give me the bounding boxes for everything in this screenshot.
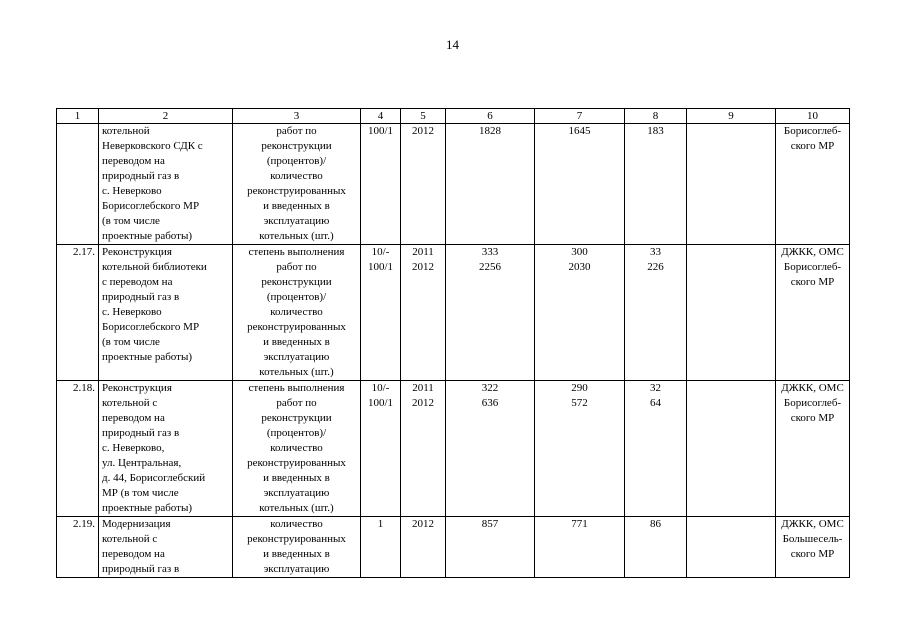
program-table <box>56 108 850 578</box>
indicator: степень выполнения работ по реконструкции (процентов)/ количество реконструированных и введенных в эксплуатацию котельных (шт.) <box>233 381 361 517</box>
table-row <box>57 124 850 245</box>
table-row <box>57 245 850 381</box>
row-number: 2.19. <box>57 517 99 578</box>
page-number: 14 <box>446 37 459 52</box>
indicator-value: 10/- 100/1 <box>361 245 401 381</box>
col-header-9: 9 <box>687 109 776 124</box>
header-row <box>57 109 850 124</box>
col-header-1: 1 <box>57 109 99 124</box>
amount-col-9 <box>687 381 776 517</box>
indicator: степень выполнения работ по реконструкции (процентов)/ количество реконструированных и введенных в эксплуатацию котельных (шт.) <box>233 245 361 381</box>
total-amount: 857 <box>446 517 535 578</box>
row-number: 2.17. <box>57 245 99 381</box>
amount-col-7: 771 <box>535 517 625 578</box>
executor: ДЖКК, ОМС Борисоглеб- ского МР <box>776 245 850 381</box>
years: 2011 2012 <box>401 381 446 517</box>
indicator: работ по реконструкции (процентов)/ количество реконструированных и введенных в эксплуатацию котельных (шт.) <box>233 124 361 245</box>
amount-col-8: 183 <box>625 124 687 245</box>
amount-col-9 <box>687 245 776 381</box>
years: 2012 <box>401 124 446 245</box>
executor: ДЖКК, ОМС Большесель- ского МР <box>776 517 850 578</box>
years: 2011 2012 <box>401 245 446 381</box>
amount-col-8: 33 226 <box>625 245 687 381</box>
amount-col-7: 1645 <box>535 124 625 245</box>
indicator-value: 100/1 <box>361 124 401 245</box>
measure-name: Реконструкция котельной с переводом на природный газ в с. Неверково, ул. Центральная, д. 44, Борисоглебский МР (в том числе проектные работы) <box>99 381 233 517</box>
amount-col-9 <box>687 517 776 578</box>
amount-col-8: 86 <box>625 517 687 578</box>
total-amount: 1828 <box>446 124 535 245</box>
executor: ДЖКК, ОМС Борисоглеб- ского МР <box>776 381 850 517</box>
years: 2012 <box>401 517 446 578</box>
amount-col-9 <box>687 124 776 245</box>
col-header-6: 6 <box>446 109 535 124</box>
executor: Борисоглеб- ского МР <box>776 124 850 245</box>
col-header-7: 7 <box>535 109 625 124</box>
indicator-value: 1 <box>361 517 401 578</box>
measure-name: Реконструкция котельной библиотеки с переводом на природный газ в с. Неверково Борисоглебского МР (в том числе проектные работы) <box>99 245 233 381</box>
measure-name: котельной Неверковского СДК с переводом на природный газ в с. Неверково Борисоглебского МР (в том числе проектные работы) <box>99 124 233 245</box>
col-header-2: 2 <box>99 109 233 124</box>
table-row <box>57 381 850 517</box>
measure-name: Модернизация котельной с переводом на природный газ в <box>99 517 233 578</box>
indicator-value: 10/- 100/1 <box>361 381 401 517</box>
col-header-10: 10 <box>776 109 850 124</box>
amount-col-7: 300 2030 <box>535 245 625 381</box>
col-header-3: 3 <box>233 109 361 124</box>
col-header-5: 5 <box>401 109 446 124</box>
amount-col-7: 290 572 <box>535 381 625 517</box>
total-amount: 333 2256 <box>446 245 535 381</box>
table-row <box>57 517 850 578</box>
amount-col-8: 32 64 <box>625 381 687 517</box>
row-number <box>57 124 99 245</box>
col-header-8: 8 <box>625 109 687 124</box>
indicator: количество реконструированных и введенных в эксплуатацию <box>233 517 361 578</box>
col-header-4: 4 <box>361 109 401 124</box>
row-number: 2.18. <box>57 381 99 517</box>
total-amount: 322 636 <box>446 381 535 517</box>
